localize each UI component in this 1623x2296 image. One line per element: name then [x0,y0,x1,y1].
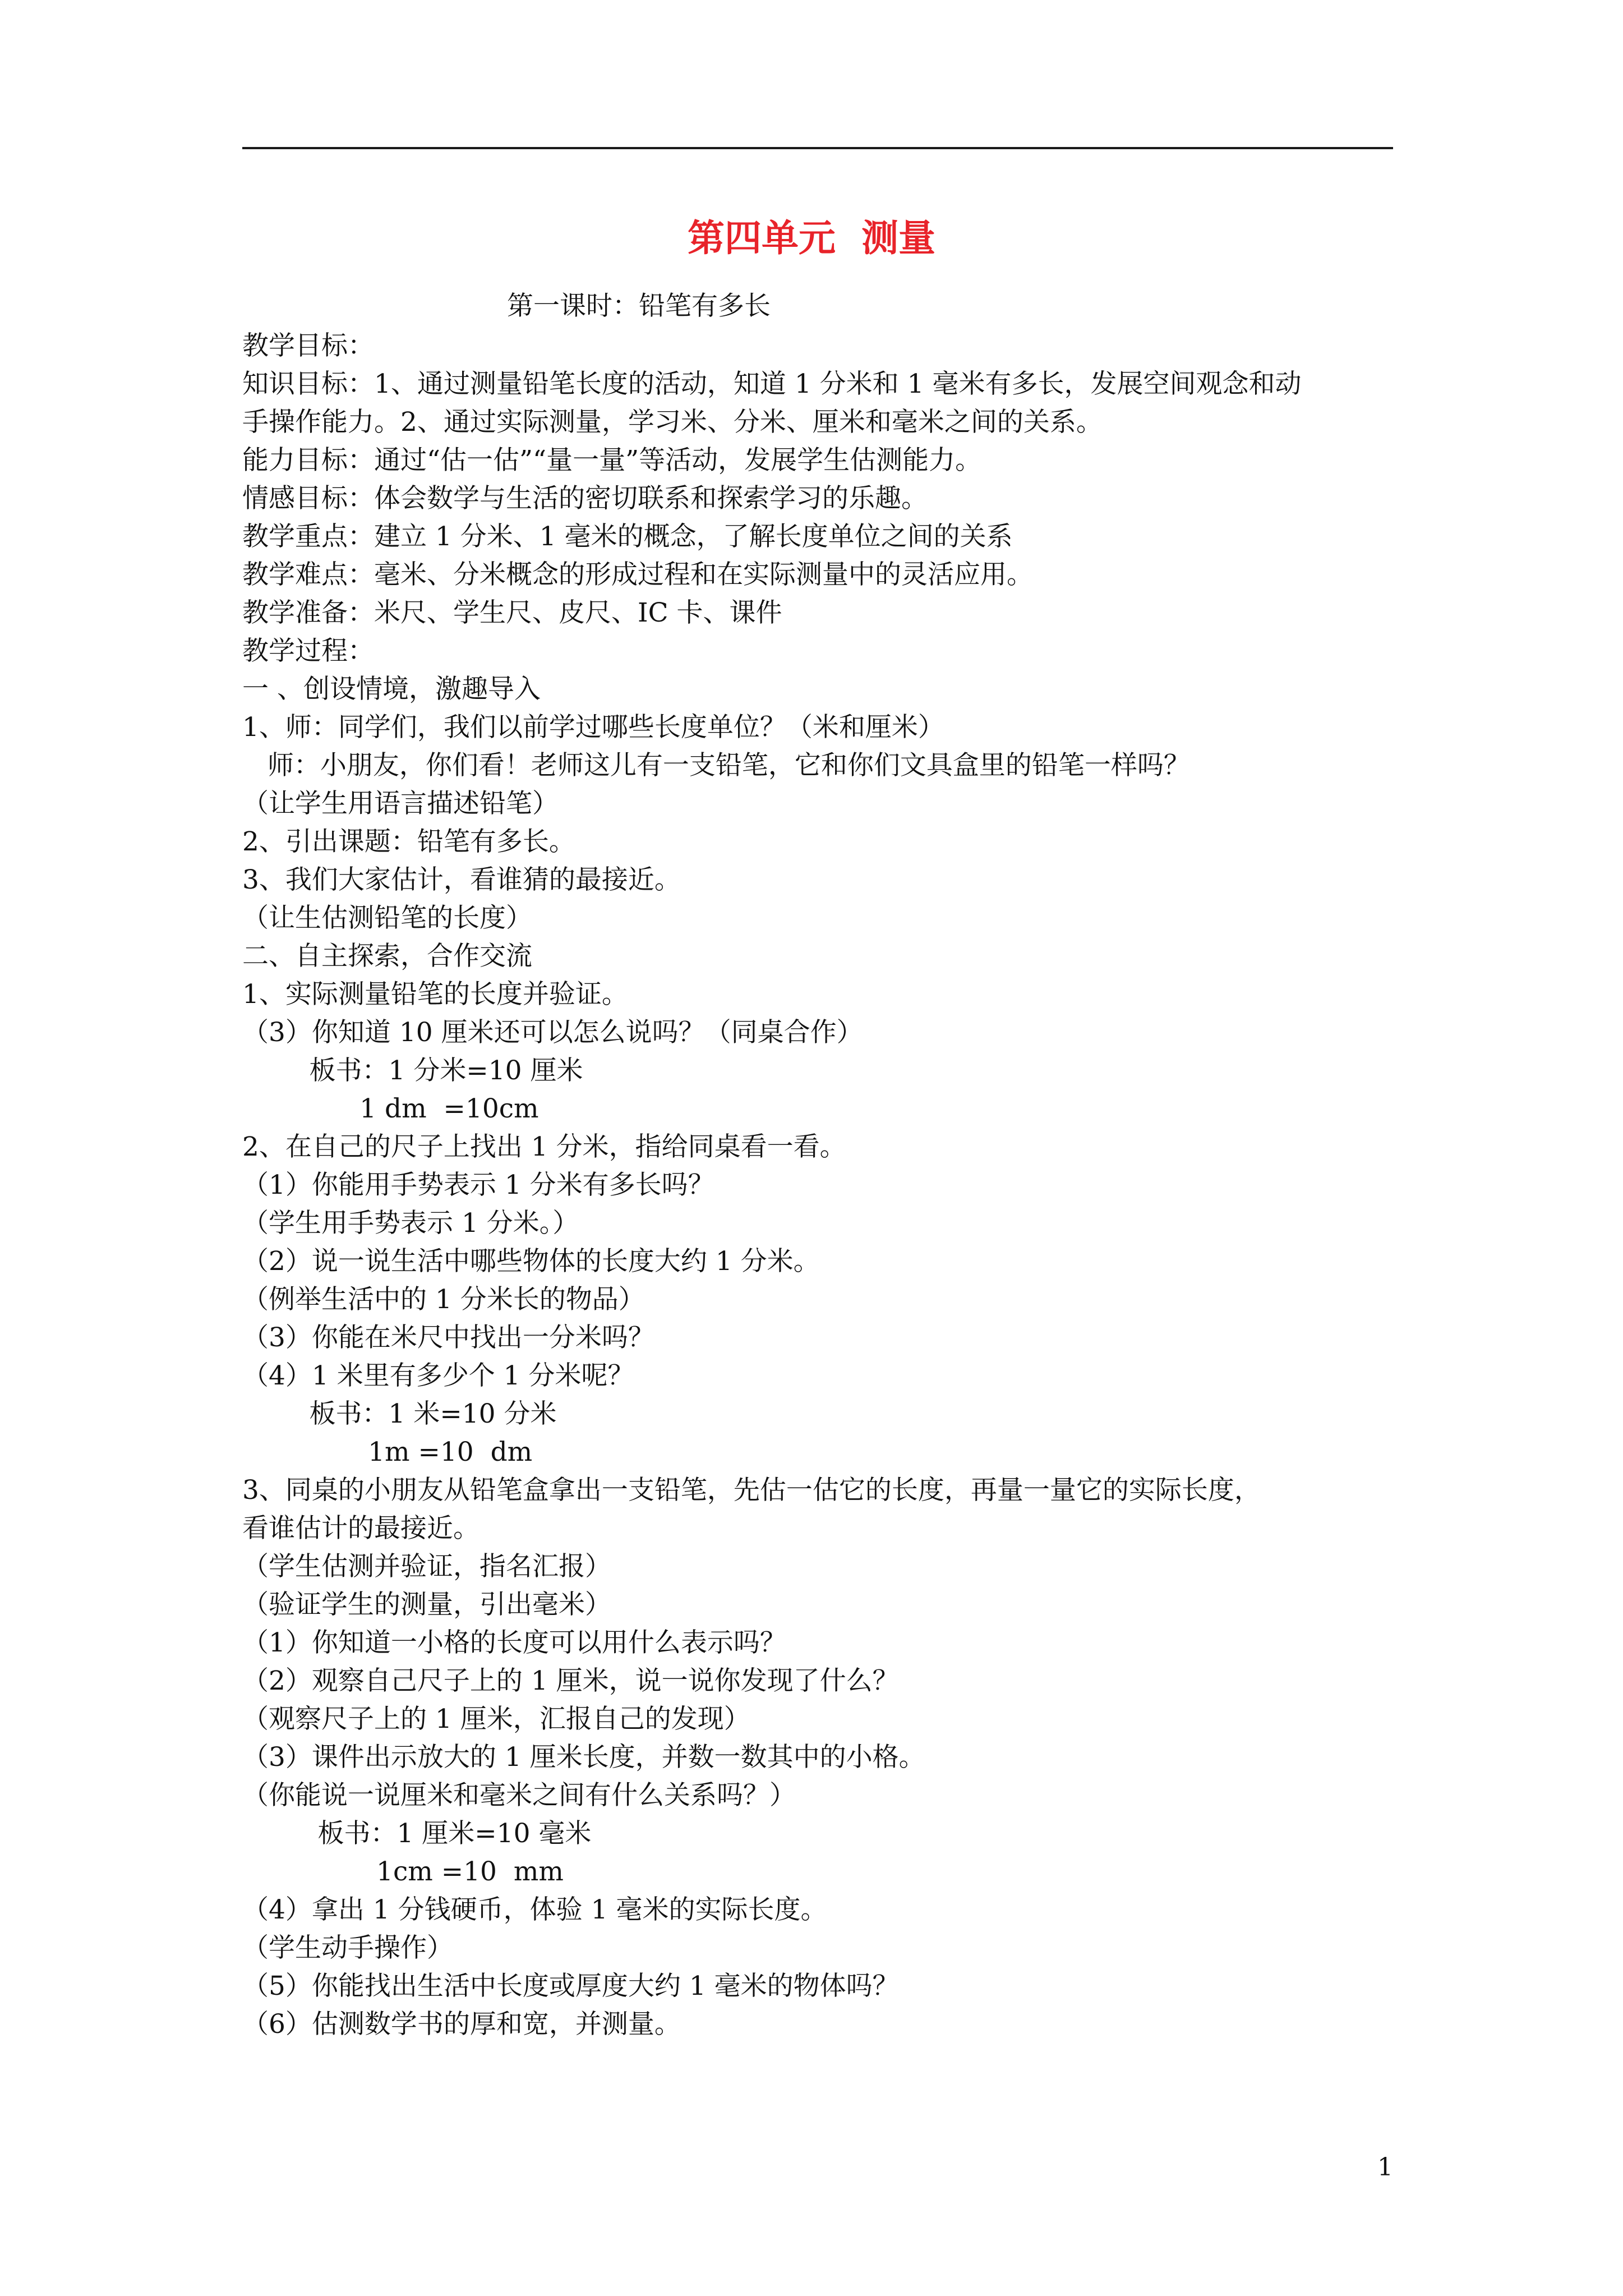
text-line: 1、实际测量铅笔的长度并验证。 [242,979,628,1010]
text-line: （让生估测铅笔的长度） [242,903,532,933]
text-line: 看谁估计的最接近。 [242,1513,479,1544]
text-line: （3）你知道 10 厘米还可以怎么说吗？（同桌合作） [242,1017,863,1048]
text-line: （2）观察自己尺子上的 1 厘米，说一说你发现了什么？ [242,1665,899,1696]
text-line: 师：小朋友，你们看！老师这儿有一支铅笔，它和你们文具盒里的铅笔一样吗？ [242,750,1190,781]
text-line: 教学目标： [242,330,374,361]
document-title: 第四单元 测量 [688,217,935,260]
text-line: 能力目标：通过“估一估”“量一量”等活动，发展学生估测能力。 [242,445,982,476]
text-line: （学生估测并验证，指名汇报） [242,1551,611,1582]
text-line: （你能说一说厘米和毫米之间有什么关系吗？） [242,1780,796,1811]
text-line: 二、自主探索，合作交流 [242,941,532,972]
text-line: （4）拿出 1 分钱硬币，体验 1 毫米的实际长度。 [242,1894,827,1925]
text-line: （3）你能在米尺中找出一分米吗？ [242,1322,654,1353]
text-line: （观察尺子上的 1 厘米，汇报自己的发现） [242,1704,750,1734]
text-line: 手操作能力。2、通过实际测量，学习米、分米、厘米和毫米之间的关系。 [242,407,1103,438]
text-line: 板书：1 米=10 分米 [242,1398,557,1429]
page-number: 1 [1377,2153,1393,2182]
text-line: 2、引出课题：铅笔有多长。 [242,826,575,857]
text-line: 3、我们大家估计，看谁猜的最接近。 [242,864,681,895]
text-line: 一 、创设情境，激趣导入 [242,674,541,705]
text-line: 教学过程： [242,636,374,666]
text-line: （3）课件出示放大的 1 厘米长度，并数一数其中的小格。 [242,1742,925,1773]
text-line: 教学准备：米尺、学生尺、皮尺、IC 卡、课件 [242,597,782,628]
text-line: 知识目标：1、通过测量铅笔长度的活动，知道 1 分米和 1 毫米有多长，发展空间观念和动 [242,369,1302,399]
text-line: 板书：1 厘米=10 毫米 [242,1818,592,1849]
text-line: （让学生用语言描述铅笔） [242,788,559,819]
text-line: 1m =10 dm [242,1437,533,1467]
text-line: 1、师：同学们，我们以前学过哪些长度单位？（米和厘米） [242,712,944,743]
text-line: （2）说一说生活中哪些物体的长度大约 1 分米。 [242,1246,820,1277]
text-line: 教学难点：毫米、分米概念的形成过程和在实际测量中的灵活应用。 [242,559,1033,590]
text-line: 教学重点：建立 1 分米、1 毫米的概念，了解长度单位之间的关系 [242,521,1013,552]
text-line: （1）你能用手势表示 1 分米有多长吗？ [242,1170,714,1200]
text-line: 1 dm =10cm [242,1093,539,1124]
text-line: 3、同桌的小朋友从铅笔盒拿出一支铅笔，先估一估它的长度，再量一量它的实际长度， [242,1475,1261,1506]
text-line: （1）你知道一小格的长度可以用什么表示吗？ [242,1627,786,1658]
text-line: （验证学生的测量，引出毫米） [242,1589,611,1620]
text-line: （例举生活中的 1 分米长的物品） [242,1284,645,1315]
text-line: 1cm =10 mm [242,1856,564,1887]
document-body [242,327,1398,2044]
text-line: 情感目标：体会数学与生活的密切联系和探索学习的乐趣。 [242,483,928,514]
text-line: 板书：1 分米=10 厘米 [242,1055,583,1086]
text-line: （5）你能找出生活中长度或厚度大约 1 毫米的物体吗？ [242,1971,899,2001]
text-line: （4）1 米里有多少个 1 分米呢？ [242,1360,634,1391]
text-line: 2、在自己的尺子上找出 1 分米，指给同桌看一看。 [242,1131,846,1162]
header-rule [242,147,1393,149]
text-line: （6）估测数学书的厚和宽，并测量。 [242,2009,681,2040]
lesson-subtitle: 第一课时：铅笔有多长 [507,291,771,321]
text-line: （学生用手势表示 1 分米。） [242,1208,579,1239]
text-line: （学生动手操作） [242,1932,453,1963]
